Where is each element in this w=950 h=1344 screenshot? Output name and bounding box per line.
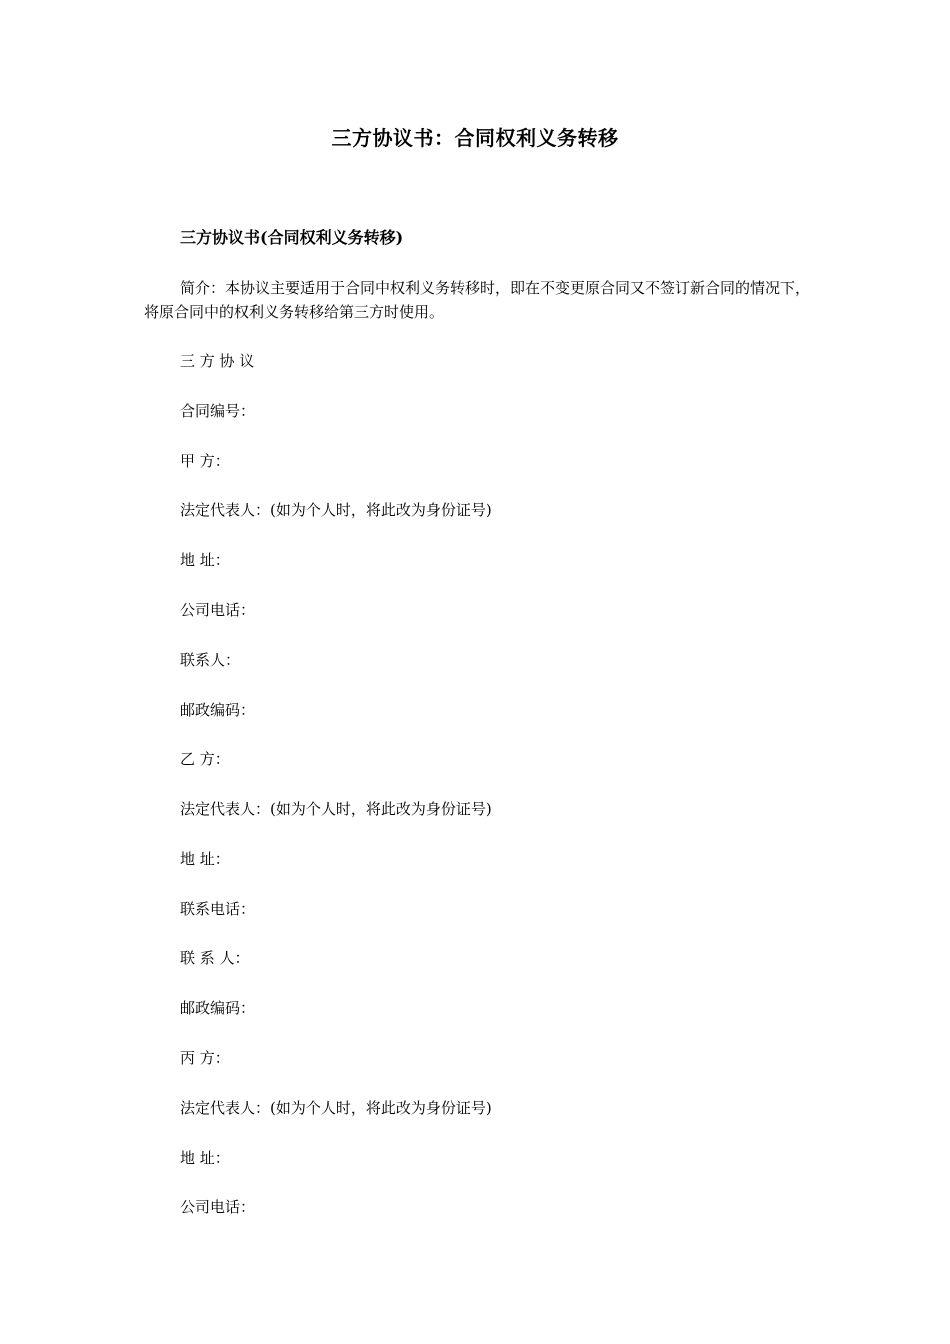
party-c-legal-rep-label: 法定代表人：(如为个人时，将此改为身份证号): [180, 1099, 492, 1117]
party-a-contact-label: 联系人：: [180, 651, 241, 669]
party-b-legal-rep-label: 法定代表人：(如为个人时，将此改为身份证号): [180, 800, 492, 818]
party-b-postcode-label: 邮政编码：: [180, 999, 256, 1017]
party-a-phone-label: 公司电话：: [180, 601, 256, 619]
party-a-label: 甲 方：: [180, 452, 230, 470]
party-b-address-label: 地 址：: [180, 850, 230, 868]
document-subtitle: 三方协议书(合同权利义务转移): [180, 228, 404, 247]
party-b-contact-label: 联 系 人：: [180, 949, 250, 967]
party-c-address-label: 地 址：: [180, 1149, 230, 1167]
party-c-phone-label: 公司电话：: [180, 1198, 256, 1216]
agreement-heading: 三 方 协 议: [180, 352, 255, 370]
contract-number-label: 合同编号：: [180, 402, 256, 420]
party-c-label: 丙 方：: [180, 1049, 230, 1067]
document-title: 三方协议书：合同权利义务转移: [331, 126, 619, 150]
party-a-legal-rep-label: 法定代表人：(如为个人时，将此改为身份证号): [180, 501, 492, 519]
party-a-address-label: 地 址：: [180, 551, 230, 569]
party-b-label: 乙 方：: [180, 750, 230, 768]
party-a-postcode-label: 邮政编码：: [180, 701, 256, 719]
party-b-phone-label: 联系电话：: [180, 900, 256, 918]
intro-paragraph: 简介：本协议主要适用于合同中权利义务转移时，即在不变更原合同又不签订新合同的情况下，将原合同中的权利义务转移给第三方时使用。: [144, 279, 811, 321]
